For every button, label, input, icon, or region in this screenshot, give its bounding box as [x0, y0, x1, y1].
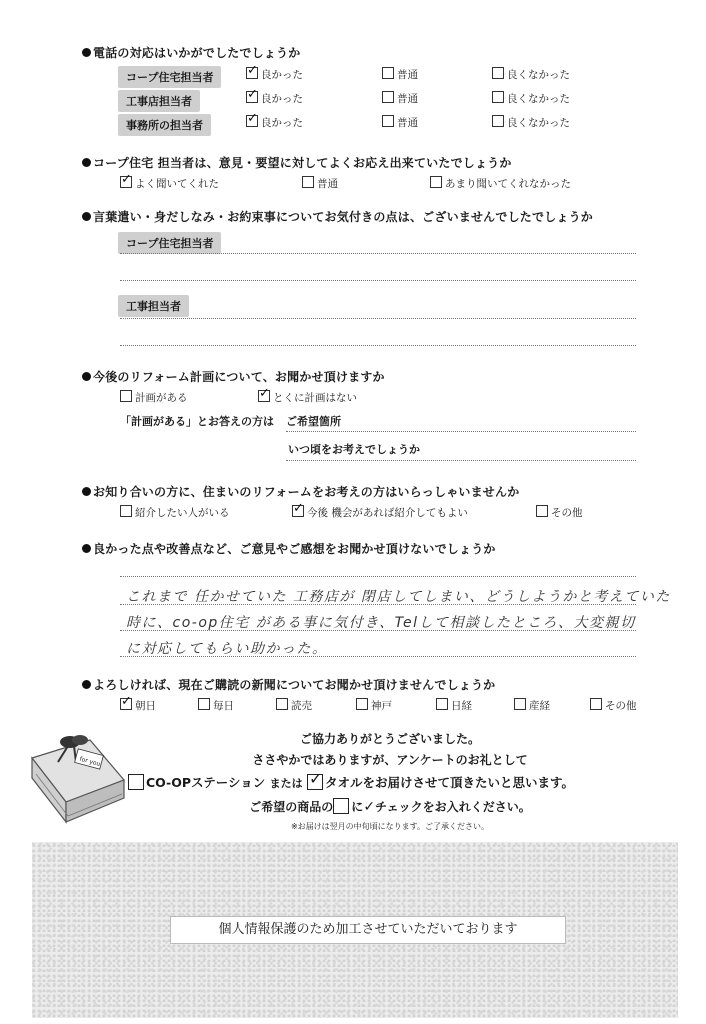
- q5-title: お知り合いの方に、住まいのリフォームをお考えの方はいらっしゃいませんか: [82, 483, 519, 500]
- checkbox-icon[interactable]: [382, 91, 394, 103]
- checkbox-checked-icon[interactable]: [120, 698, 132, 710]
- gift-tag-text: for you: [78, 755, 102, 768]
- q2-title: コープ住宅 担当者は、意見・要望に対してよくお応え出来ていたでしょうか: [82, 154, 512, 171]
- q7-opt-yomiuri[interactable]: 読売: [276, 698, 312, 713]
- answer-line[interactable]: [286, 460, 636, 461]
- q4-field-place: ご希望箇所: [286, 415, 341, 428]
- q2-opt-not-listened[interactable]: あまり聞いてくれなかった: [430, 176, 571, 191]
- q1-row-label: 事務所の担当者: [118, 114, 211, 136]
- q4-field-when: いつ頃をお考えでしょうか: [288, 443, 420, 456]
- checkbox-icon[interactable]: [536, 505, 548, 517]
- gift-book-icon: [28, 728, 128, 828]
- q1-row-label: 工事店担当者: [118, 90, 200, 112]
- bullet-icon: [82, 372, 91, 381]
- q6-title: 良かった点や改善点など、ご意見やご感想をお聞かせ頂けないでしょうか: [82, 540, 496, 557]
- thanks-line-1: ご協力ありがとうございました。: [299, 732, 480, 746]
- answer-line[interactable]: [120, 318, 636, 319]
- q2-opt-normal[interactable]: 普通: [302, 176, 338, 191]
- bullet-icon: [82, 680, 91, 689]
- q1-opt-normal[interactable]: 普通: [382, 67, 418, 82]
- answer-line[interactable]: [120, 345, 636, 346]
- delivery-note: ※お届けは翌月の中旬頃になります。ご了承ください。: [290, 822, 490, 831]
- q7-opt-asahi[interactable]: ✓朝日: [120, 698, 156, 713]
- q7-opt-other[interactable]: その他: [590, 698, 637, 713]
- handwritten-line: 時に、co-op住宅 がある事に気付き、Telして相談したところ、大変親切: [126, 615, 636, 631]
- checkbox-icon[interactable]: [590, 698, 602, 710]
- thanks-line-3: CO-OPステーション または ✓ タオルをお届けさせて頂きたいと思います。: [128, 773, 574, 791]
- q1-opt-bad[interactable]: 良くなかった: [492, 115, 570, 130]
- bullet-icon: [82, 158, 91, 167]
- privacy-mask-area: [32, 842, 678, 1018]
- checkbox-icon[interactable]: [382, 67, 394, 79]
- answer-line[interactable]: [120, 253, 636, 254]
- q1-opt-good[interactable]: ✓ 良かった: [246, 67, 303, 82]
- checkbox-icon[interactable]: [492, 67, 504, 79]
- q1-opt-normal[interactable]: 普通: [382, 91, 418, 106]
- q3-label-contractor: 工事担当者: [118, 295, 189, 317]
- bullet-icon: [82, 487, 91, 496]
- q5-opt-other[interactable]: その他: [536, 505, 583, 520]
- towel-checkbox[interactable]: [307, 774, 323, 790]
- q3-label-coop: コープ住宅担当者: [118, 232, 221, 254]
- q1-opt-normal[interactable]: 普通: [382, 115, 418, 130]
- q3-title: 言葉遣い・身だしなみ・お約束事についてお気付きの点は、ございませんでしたでしょうか: [82, 208, 593, 225]
- thanks-line-4: ご希望の商品の に✓チェックをお入れください。: [249, 799, 531, 815]
- checkbox-icon[interactable]: [436, 698, 448, 710]
- handwritten-line: に対応してもらい助かった。: [126, 641, 328, 657]
- checkbox-icon[interactable]: [276, 698, 288, 710]
- thanks-line-2: ささやかではありますが、アンケートのお礼として: [252, 753, 528, 767]
- checkbox-checked-icon[interactable]: [246, 91, 258, 103]
- q7-title: よろしければ、現在ご購読の新聞についてお聞かせ頂けませんでしょうか: [82, 676, 495, 693]
- q7-opt-sankei[interactable]: 産経: [514, 698, 550, 713]
- q1-title: 電話の対応はいかがでしたでしょうか: [82, 44, 300, 61]
- bullet-icon: [82, 48, 91, 57]
- checkbox-checked-icon[interactable]: [246, 115, 258, 127]
- coop-station-checkbox[interactable]: [128, 774, 144, 790]
- bullet-icon: [82, 544, 91, 553]
- checkbox-icon[interactable]: [492, 91, 504, 103]
- checkbox-icon[interactable]: [120, 505, 132, 517]
- q1-opt-bad[interactable]: 良くなかった: [492, 91, 570, 106]
- q7-opt-nikkei[interactable]: 日経: [436, 698, 472, 713]
- checkbox-checked-icon[interactable]: [120, 176, 132, 188]
- checkbox-icon[interactable]: [302, 176, 314, 188]
- q4-title: 今後のリフォーム計画について、お聞かせ頂けますか: [82, 368, 385, 385]
- checkbox-sample-icon: [333, 798, 349, 814]
- q1-row-label: コープ住宅担当者: [118, 66, 221, 88]
- q1-opt-bad[interactable]: 良くなかった: [492, 67, 570, 82]
- answer-line[interactable]: [120, 576, 636, 577]
- q4-opt-no-plan[interactable]: ✓ とくに計画はない: [258, 390, 357, 405]
- checkbox-checked-icon[interactable]: [258, 390, 270, 402]
- q2-opt-listened[interactable]: ✓よく聞いてくれた: [120, 176, 219, 191]
- checkbox-checked-icon[interactable]: [246, 67, 258, 79]
- q1-opt-good[interactable]: ✓ 良かった: [246, 115, 303, 130]
- checkbox-icon[interactable]: [430, 176, 442, 188]
- answer-line[interactable]: [286, 431, 636, 432]
- q4-opt-plan[interactable]: 計画がある: [120, 390, 188, 405]
- checkbox-icon[interactable]: [356, 698, 368, 710]
- checkbox-icon[interactable]: [382, 115, 394, 127]
- q7-opt-kobe[interactable]: 神戸: [356, 698, 392, 713]
- q1-opt-good[interactable]: ✓ 良かった: [246, 91, 303, 106]
- q4-sub: 「計画がある」とお答えの方は: [120, 415, 274, 428]
- checkbox-icon[interactable]: [120, 390, 132, 402]
- handwritten-line: これまで 任かせていた 工務店が 閉店してしまい、どうしようかと考えていた: [126, 589, 671, 605]
- check-mark-icon: ✓: [363, 799, 376, 815]
- q7-opt-mainichi[interactable]: 毎日: [198, 698, 234, 713]
- privacy-notice: 個人情報保護のため加工させていただいております: [170, 916, 566, 944]
- checkbox-icon[interactable]: [492, 115, 504, 127]
- answer-line[interactable]: [120, 280, 636, 281]
- checkbox-checked-icon[interactable]: [292, 505, 304, 517]
- checkbox-icon[interactable]: [514, 698, 526, 710]
- q5-opt-maybe[interactable]: ✓ 今後 機会があれば紹介してもよい: [292, 505, 468, 520]
- checkbox-icon[interactable]: [198, 698, 210, 710]
- q5-opt-introduce[interactable]: 紹介したい人がいる: [120, 505, 230, 520]
- bullet-icon: [82, 212, 91, 221]
